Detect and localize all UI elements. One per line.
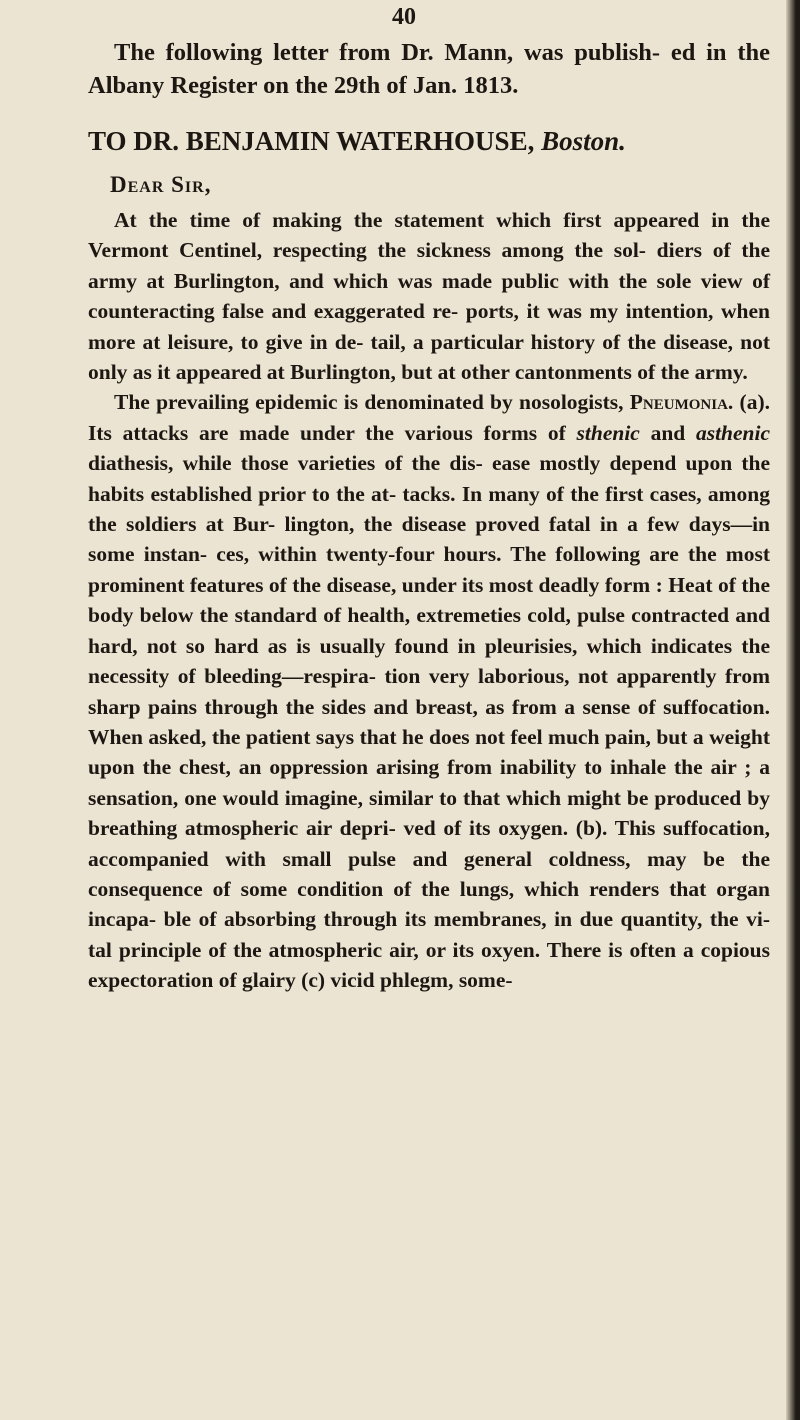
page-number: 40 <box>392 4 416 30</box>
page-edge-shadow <box>786 0 800 1420</box>
paragraph-2-rest: diathesis, while those varieties of the dis- ease mostly depend upon the habits established prior to the at- tacks. In many of the first cases, among the soldiers at Bur- lington, the disease proved fatal in a few days—in some instan- ces, within twenty-four hours. The following are the most prominent features of the disease, under its most deadly form : Heat of the body below the standard of health, extremeties cold, pulse contracted and hard, not so hard as is usually found in pleurisies, which indicates the necessity of bleeding—respira- tion very laborious, not apparently from sharp pains through the sides and breast, as from a sense of suffocation. When asked, the patient says that he does not feel much pain, but a weight upon the chest, an oppression arising from inability to inhale the air ; a sensation, one would imagine, similar to that which might be produced by breathing atmospheric air depri- ved of its oxygen. <box>88 451 770 841</box>
salutation: Dear Sir, <box>110 172 212 197</box>
footnote-ref-a: (a). <box>739 390 770 415</box>
paragraph-2-start: The prevailing epidemic is denominated by nosologists, <box>114 390 624 415</box>
word-and: and <box>650 420 686 445</box>
addressee-place: Boston. <box>541 126 626 156</box>
addressee-name: TO DR. BENJAMIN WATERHOUSE, <box>88 126 535 156</box>
paragraph-2-mid: Its attacks are made under the various forms of <box>88 420 566 445</box>
term-asthenic: asthenic <box>695 420 771 445</box>
footnote-ref-b: (b). <box>575 816 608 841</box>
paragraph-2-rest-3: vicid phlegm, some- <box>330 968 513 993</box>
letter-body <box>88 205 770 996</box>
intro-paragraph: The following letter from Dr. Mann, was publish- ed in the Albany Register on the 29th of Jan. 1813. <box>88 39 770 99</box>
term-sthenic: sthenic <box>576 420 640 445</box>
disease-name: Pneumonia. <box>629 390 734 415</box>
paragraph-2-rest-2: This suffocation, accompanied with small pulse and general coldness, may be the consequence of some condition of the lungs, which renders that organ incapa- ble of absorbing through its membranes, in due quantity, the vi- tal principle of the atmospheric air, or its oxyen. There is often a copious expectoration of glairy <box>88 816 770 993</box>
footnote-ref-c: (c) <box>301 968 326 993</box>
letter-heading <box>88 124 778 158</box>
body-paragraph-2 <box>88 387 770 995</box>
body-paragraph-1: At the time of making the statement which first appeared in the Vermont Centinel, respecting the sickness among the sol- diers of the army at Burlington, and which was made public with the sole view of counteracting false and exaggerated re- ports, it was my intention, when more at leisure, to give in de- tail, a particular history of the disease, not only as it appeared at Burlington, but at other cantonments of the army. <box>88 208 770 385</box>
